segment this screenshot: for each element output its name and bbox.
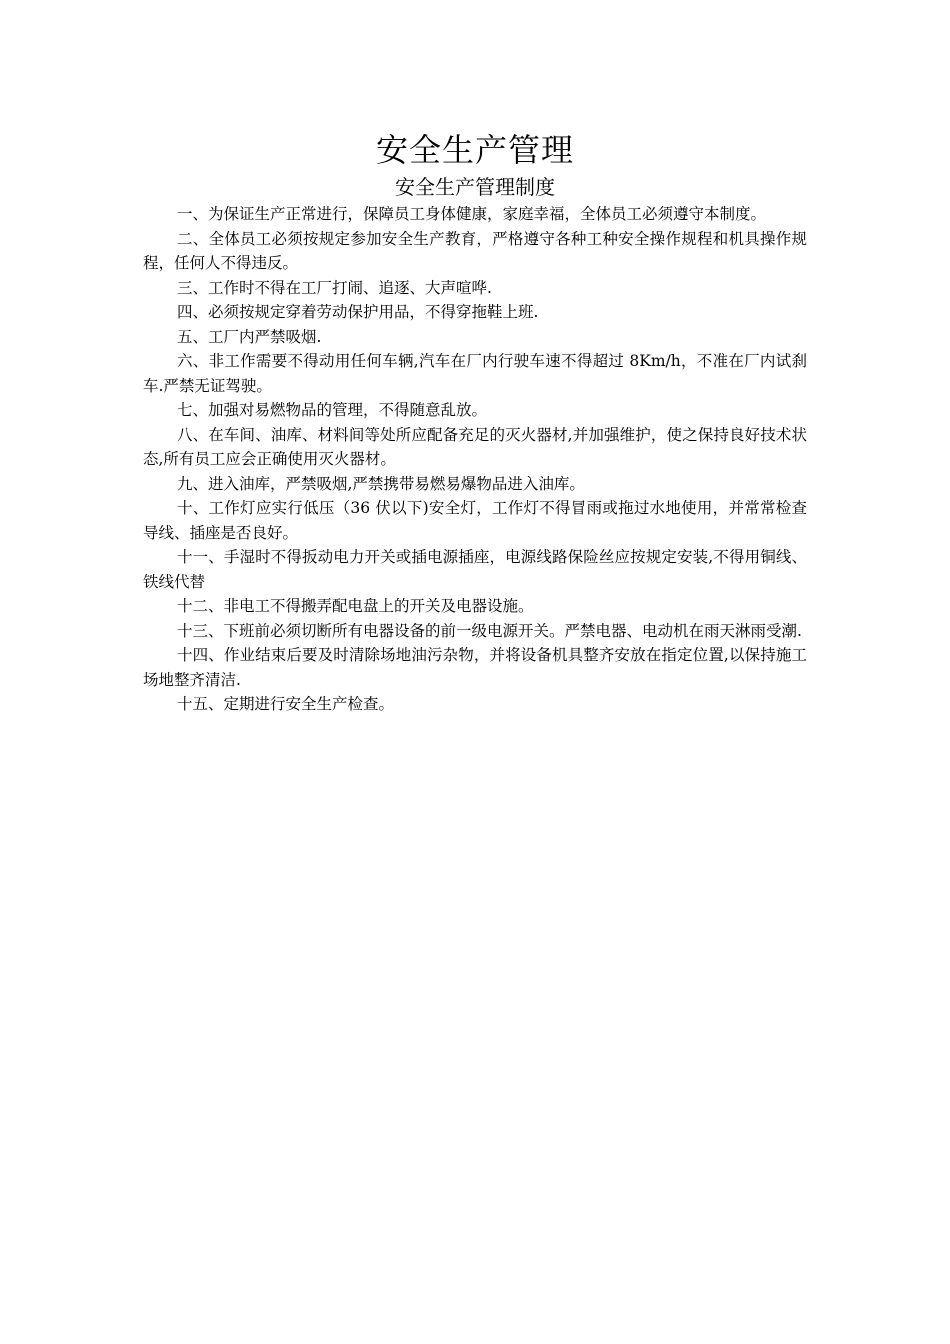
rule-paragraph-14: 十四、作业结束后要及时清除场地油污杂物，并将设备机具整齐安放在指定位置,以保持施工场地整齐清洁. [143,646,807,689]
rule-paragraph-6: 六、非工作需要不得动用任何车辆,汽车在厂内行驶车速不得超过 8Km/h，不准在厂内试刹车.严禁无证驾驶。 [143,352,807,395]
rule-paragraph-11: 十一、手湿时不得扳动电力开关或插电源插座，电源线路保险丝应按规定安装,不得用铜线、铁线代替 [143,548,807,591]
rule-paragraph-5: 五、工厂内严禁吸烟. [177,327,322,346]
rule-paragraph-15: 十五、定期进行安全生产检查。 [177,695,395,713]
document-page [143,128,807,717]
rule-paragraph-3: 三、工作时不得在工厂打闹、追逐、大声喧哗. [177,278,492,297]
rule-paragraph-8: 八、在车间、油库、材料间等处所应配备充足的灭火器材,并加强维护，使之保持良好技术状态,所有员工应会正确使用灭火器材。 [143,425,807,468]
rule-paragraph-7: 七、加强对易燃物品的管理，不得随意乱放。 [177,401,488,419]
rule-paragraph-1: 一、为保证生产正常进行，保障员工身体健康，家庭幸福，全体员工必须遵守本制度。 [177,205,767,223]
rule-paragraph-2: 二、全体员工必须按规定参加安全生产教育，严格遵守各种工种安全操作规程和机具操作规程，任何人不得违反。 [143,229,807,272]
rule-paragraph-9: 九、进入油库，严禁吸烟,严禁携带易燃易爆物品进入油库。 [177,474,585,493]
rule-paragraph-13: 十三、下班前必须切断所有电器设备的前一级电源开关。严禁电器、电动机在雨天淋雨受潮. [177,621,802,640]
rule-paragraph-12: 十二、非电工不得搬弄配电盘上的开关及电器设施。 [177,597,534,615]
document-subtitle: 安全生产管理制度 [395,175,555,199]
rules-list [143,202,807,717]
rule-paragraph-4: 四、必须按规定穿着劳动保护用品，不得穿拖鞋上班. [177,303,539,321]
rule-paragraph-10: 十、工作灯应实行低压（36 伏以下)安全灯，工作灯不得冒雨或拖过水地使用，并常常检查导线、插座是否良好。 [143,499,807,542]
document-title: 安全生产管理 [375,131,574,169]
